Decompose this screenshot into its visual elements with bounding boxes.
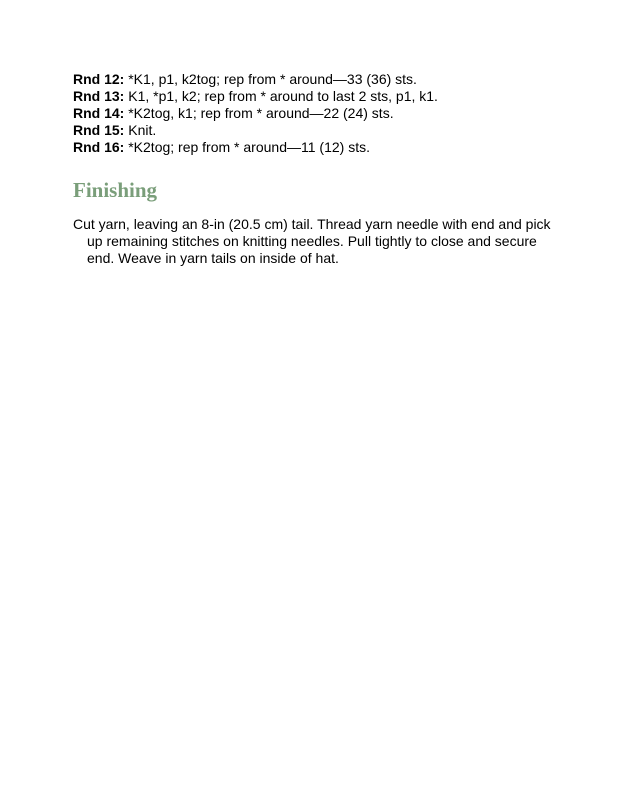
round-label: Rnd 13: bbox=[73, 88, 125, 104]
round-label: Rnd 14: bbox=[73, 105, 125, 121]
round-label: Rnd 16: bbox=[73, 139, 125, 155]
finishing-heading: Finishing bbox=[73, 178, 158, 202]
round-instructions-list bbox=[73, 71, 573, 156]
round-text: Knit. bbox=[124, 122, 157, 138]
round-text: *K1, p1, k2tog; rep from * around—33 (36) sts. bbox=[124, 71, 417, 87]
round-instruction bbox=[73, 122, 573, 139]
round-text: *K2tog; rep from * around—11 (12) sts. bbox=[124, 139, 370, 155]
round-instruction bbox=[73, 71, 573, 88]
finishing-paragraph: Cut yarn, leaving an 8-in (20.5 cm) tail. Thread yarn needle with end and pick up remaining stitches on knitting needles. Pull tightly to close and secure end. Weave in yarn tails on inside of hat. bbox=[73, 216, 551, 266]
round-text: K1, *p1, k2; rep from * around to last 2 sts, p1, k1. bbox=[124, 88, 438, 104]
round-instruction bbox=[73, 105, 573, 122]
round-instruction bbox=[73, 139, 573, 156]
round-instruction bbox=[73, 88, 573, 105]
round-label: Rnd 12: bbox=[73, 71, 125, 87]
round-label: Rnd 15: bbox=[73, 122, 125, 138]
round-text: *K2tog, k1; rep from * around—22 (24) sts. bbox=[124, 105, 394, 121]
